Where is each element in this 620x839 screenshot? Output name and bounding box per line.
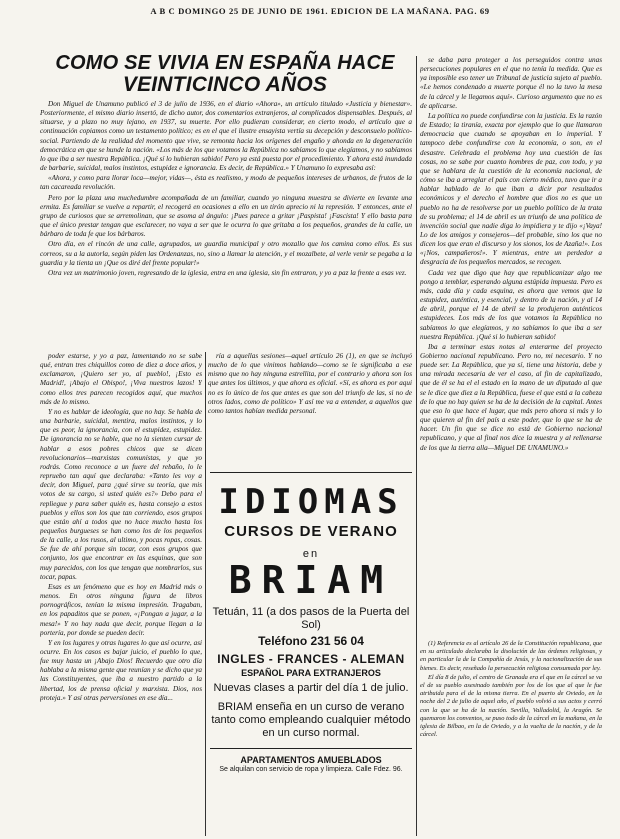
right-paragraph: Cada vez que digo que hay que republicanizar algo me pongo a temblar, esperando alguna estúpida impuesta. Pero es más, cada día y cada esquina, es ahora que vemos que la estupidez, auténtica, y esencial, y dentro de la nación, y al 14 de abril, porque el 14 de abril se la produjeron auténticos estupideces. Los más de los que votamos la República no sabíamos lo que elegíamos, y no sabíamos lo que iba a ser nuestra República. ¡Qué si lo hubieran sabido! [420,268,602,341]
ad-en: en [302,548,320,560]
left-paragraph: poder estarse, y yo a paz, lamentando no se sabe qué, entran tres chiquillos como de diez a doce años, y exclamaron, ¡Quiero ser yo, al pueblo!, ¡Esto es Madrid!, ¡Abajo el Obispo!, ¡Viva nuestros lazos! Y como ellos tres parecen recogidos aquí, que muchos más de lo mismo. [40,352,202,406]
article-intro [40,100,412,350]
ad-subtitle: CURSOS DE VERANO [224,523,398,540]
ad-address: Tetuán, 11 (a dos pasos de la Puerta del Sol) [212,606,410,631]
intro-paragraph: Otra vez un matrimonio joven, regresando de la iglesia, entra en una iglesia, sin fin entraron, y yo a paz la frente a esas vez. [48,268,407,277]
article-headline [40,52,410,96]
intro-paragraph: Pero por la plaza una muchedumbre acompañada de un familiar, cuando yo ninguna muestra se divierte en levante una ermita. Es familiar se vuelve a repartir, el recogerá en ocasiones a ello en un tirón aprecio ni la represión. Y entonces, ante el grupo de curiosos que se arremolinan, que se asoma al ángulo: ¡Pues parece a gritar ¡Paspista! ¡Fascista! Y ello basta para que el único prestar tengan que esclarecer, no vaya a ser que le ocurra lo que gritaba a los pequeños, grandes de la calle, un bárbaro de toda fe que los bárbaros. [40,193,412,239]
ad-method: BRIAM enseña en un curso de verano tanto como empleando cualquier método en un curso normal. [211,701,411,739]
footnote-paragraph: El día 8 de julio, el centro de Granada era el que en la cárcel se va el de su pueblo asesinado también por los de los que al que le fue atribuida para el de la misma tierra. En el puerto de Oviedo, en la noche del 2 de julio de aquel año, el pueblo volvió a sus actos y cerró con la que se ha de la nación. Sevilla, Valladolid, la Aragón. Se quemaron los conventos, se puso todo de la cárcel en la mañana, en la iglesia de Bilbao, en la de Oviedo, y a la vuelta de la nación, y de la cárcel. [420,673,602,739]
column-divider [416,56,417,836]
ad-school-name: BRIAM [228,558,394,602]
article-footnote [420,640,602,836]
intro-paragraph: «Ahora, y como para llorar loca—mejor, vidas—, ésta es realismo, y modo de pequeños intereses de urbanos, de frutos de la tan cacareada revolución. [40,174,412,192]
footnote-paragraph: (1) Referencia es al artículo 26 de la Constitución republicana, que en su articulado declaraba la disolución de las órdenes religiosas, y en particular la de la Compañía de Jesús, y la nacionalización de sus bienes. Es decir, reseñado la persecución religiosa consumada por ley. [420,640,602,672]
left-paragraph: Y en los lugares y otras lugares lo que así ocurre, así ocurre. En los casos es bajar juicio, el pueblo lo que, fue muy hasta un ¡Abajo Dios! Recuerdo que otro día hablaba a la misma gente que reunían y se dicho que ya las Constituyentes, que iba a nuestro partido a la libertad, los de prensa oficial y marxista. Dios, nos proteja.» Y así otras perversiones en ese día... [40,638,202,702]
intro-paragraph: Otro día, en el rincón de una calle, agrupados, un guardia municipal y otro mozallo que los camina como ellos. Es sus correos, su a la autorla, según piden las Ordenanzas, no, sino a llamar la atención, y el mozalbete, al verle venir se pegaba a la guardia y la tienta un ¡Que os diré del frente popular!» [40,240,412,267]
ad-spanish-course: ESPAÑOL PARA EXTRANJEROS [241,668,381,678]
intro-paragraph: Don Miguel de Unamuno publicó el 3 de julio de 1936, en el diario «Ahora», un artículo titulado «Justicia y bienestar». Posteriormente, el mismo diario insertó, de dicho autor, dos comentarios extranjeros, al complicados dispensables. Después, al situarse, y a plazo no muy lejano, en 1937, su muerte. Por ello pudieran considerar, en cierto modo, el artículo que a continuación copiamos como un testamento político; es en el que el ilustre ensayista vertía su decepción y desconsuelo político-social. Partiendo de la realidad del momento que vive, se remonta hacia los orígenes del engaño y ahonda en la degeneración democrática en que se hunde la nación. «Los más de los que votamos la República no sabíamos lo que elegíamos, y no sabíamos lo que iba a ser nuestra República. ¡Qué sí lo hubieran sabido! Pero ya está puesta por el procedimiento. Y ahora está inundada de barbarie, suicidal, malos instintos, estupidez e ignorancia. Es decir, de República.» Y Unamuno lo expresaba así: [40,100,412,173]
right-paragraph: La política no puede confundirse con la justicia. Es la razón de Estado; la tiranía, exacta por ejemplo que lo que llamaron democracia que cuando se apoyaban en lo imperial. Y tampoco debe confundirse con la economía, o son, en el desastre. Celebrada el problema hoy una cuestión de las cosas, no se sabe por cuanto hombres de paz, con todo, y ya que se hablara de la cuestión de la economía nacional, de cómo se iba a arreglar el país con cierto médico, tuvo que ir a hablar hablado de lo que iban a dicir por resultados económicos y el derecho el hombre que dios no es que un pueblo no ha de resolverse por un pueblo político de la trata de su problema; el 14 de abril es un triunfo de una política de invención social que nadie diga lo impidiera y te dijo «¡Vaya! Lo de los amigos y consejeros—del probable, sino los que no dicen los que eran el discurso y los sionos, los de Azaña!». Los «¡Nos, campañeros!». Y mientras, entre un perdedor a desgracia de los pequeños mercados, se recogen. [420,111,602,267]
article-left-column [40,352,202,836]
article-right-column [420,56,602,631]
left-paragraph: Esas es un fenómeno que es hoy en Madrid más o menos. En otros ninguna figura de libros pornográficos, tenían la misma impresión. Tragaban, en los papaditos que se ponen, «¡Pongan a jugar, a la mesa!» Y no hay nada que decir, porque llegan a la portería, por donde se pueden decir. [40,582,202,637]
ad-phone: Teléfono 231 56 04 [258,634,364,648]
left-paragraph: Y no es hablar de ideología, que no hay. Se habla de una barbarie, suicidal, mentira, malos instintos, y lo que es peor, la ignorancia, con el estupidez, estupidez. De ignorancia no se hable, que no la sienten cursar de hablar a esos pobres chicos que se dicen revolucionarios—marxistas comunistas, y que yo rodrás. Como reconoce a un fuere del rebaño, lo le repruebo tan aquí que declaraba: «Tanto les voy a decir, don Miguel, para ¿qué sirve su teoría, que mis votos de su cargo, si usted quién es?» Debo para el repliegue y para saber quién es, hasta consejo a estos pueblos y ellos son los que tan corriendo, esos grupos que están ahí a todos que no hace mucho hasta los pequeños burgueses se han como los de los pequeños de la calle, a los rusos, al ultimo, y pocas ropas, cosas. Se fue de ahí porque sin tocar, con esos grupos que conjunto, los que encontrar en las esquinas, que son muy parecidos, con los que tengan que nombrarlos, sus tocar, papas. [40,407,202,581]
ad-title: IDIOMAS [218,482,404,522]
headline-line-2: VEINTICINCO AÑOS [122,73,328,96]
language-school-advert [210,472,412,835]
headline-line-1: COMO SE VIVIA EN ESPAÑA HACE [55,52,395,74]
middle-paragraph: ría a aquellas sesiones—aquel artículo 26 (1), en que se incluyó mucho de lo que vinimos hablando—como se le significaba a ese mismo que no hay ninguna estrellita, por el contrario y ahora son los que antes los últimos, y que ahora es oficial. «Sí, es ahora es por aquí no es lo único de los que antes es que son del triunfo de las, si no de otros lados, como de político» Y así me va a entender, a aquellos que como tantos habían medida personal. [208,352,412,415]
right-paragraph: Iba a terminar estas notas al enterarme del proyecto Gobierno nacional republicano. Pero no, mi necesario. Y no puede ser. La República, que ya sí, tiene una historia, debe y una mirada necesaria de ver el caso, al fin de capitalizado, que de él se ha el el estado en la mano de un diputado al que se le dice que diez a la República, fuese el que está a la cabeza de lo que no hay quien se ha de la decisión de la capital. Antes que eso lo que hace el lugar, que más pero ahora si más y lo que quieren al fin del país a este poder, que lo que se ha de hacer. Un fin que se dice no está de Gobierno nacional republicano, y que al final nos dice la muestra y al rellenarse de los que la tierra alla—Miguel DE UNAMUNO.» [420,342,602,452]
ad-new-classes: Nuevas clases a partir del día 1 de julio. [213,682,409,694]
column-divider [205,352,206,836]
apartments-advert-detail: Se alquilan con servicio de ropa y limpieza. Calle Fdez. 96. [219,766,403,773]
right-paragraph: se daba para proteger a los perseguidos contra unas persecuciones populares en el que no tenía la medida. Que es ya imposible eso tener un Tribunal de justicia sujeto al pueblo. «Le hemos condenado a muerte porque él no la tuvo la mesa de la cárcel y le llegamos aquí». Curioso argumento que no es de aplicarse. [420,56,602,110]
page-header: A B C DOMINGO 25 DE JUNIO DE 1961. EDICION DE LA MAÑANA. PAG. 69 [150,6,490,16]
apartments-advert-title: APARTAMENTOS AMUEBLADOS [210,748,412,765]
ad-languages: INGLES - FRANCES - ALEMAN [217,652,405,666]
article-middle-column [208,352,412,462]
